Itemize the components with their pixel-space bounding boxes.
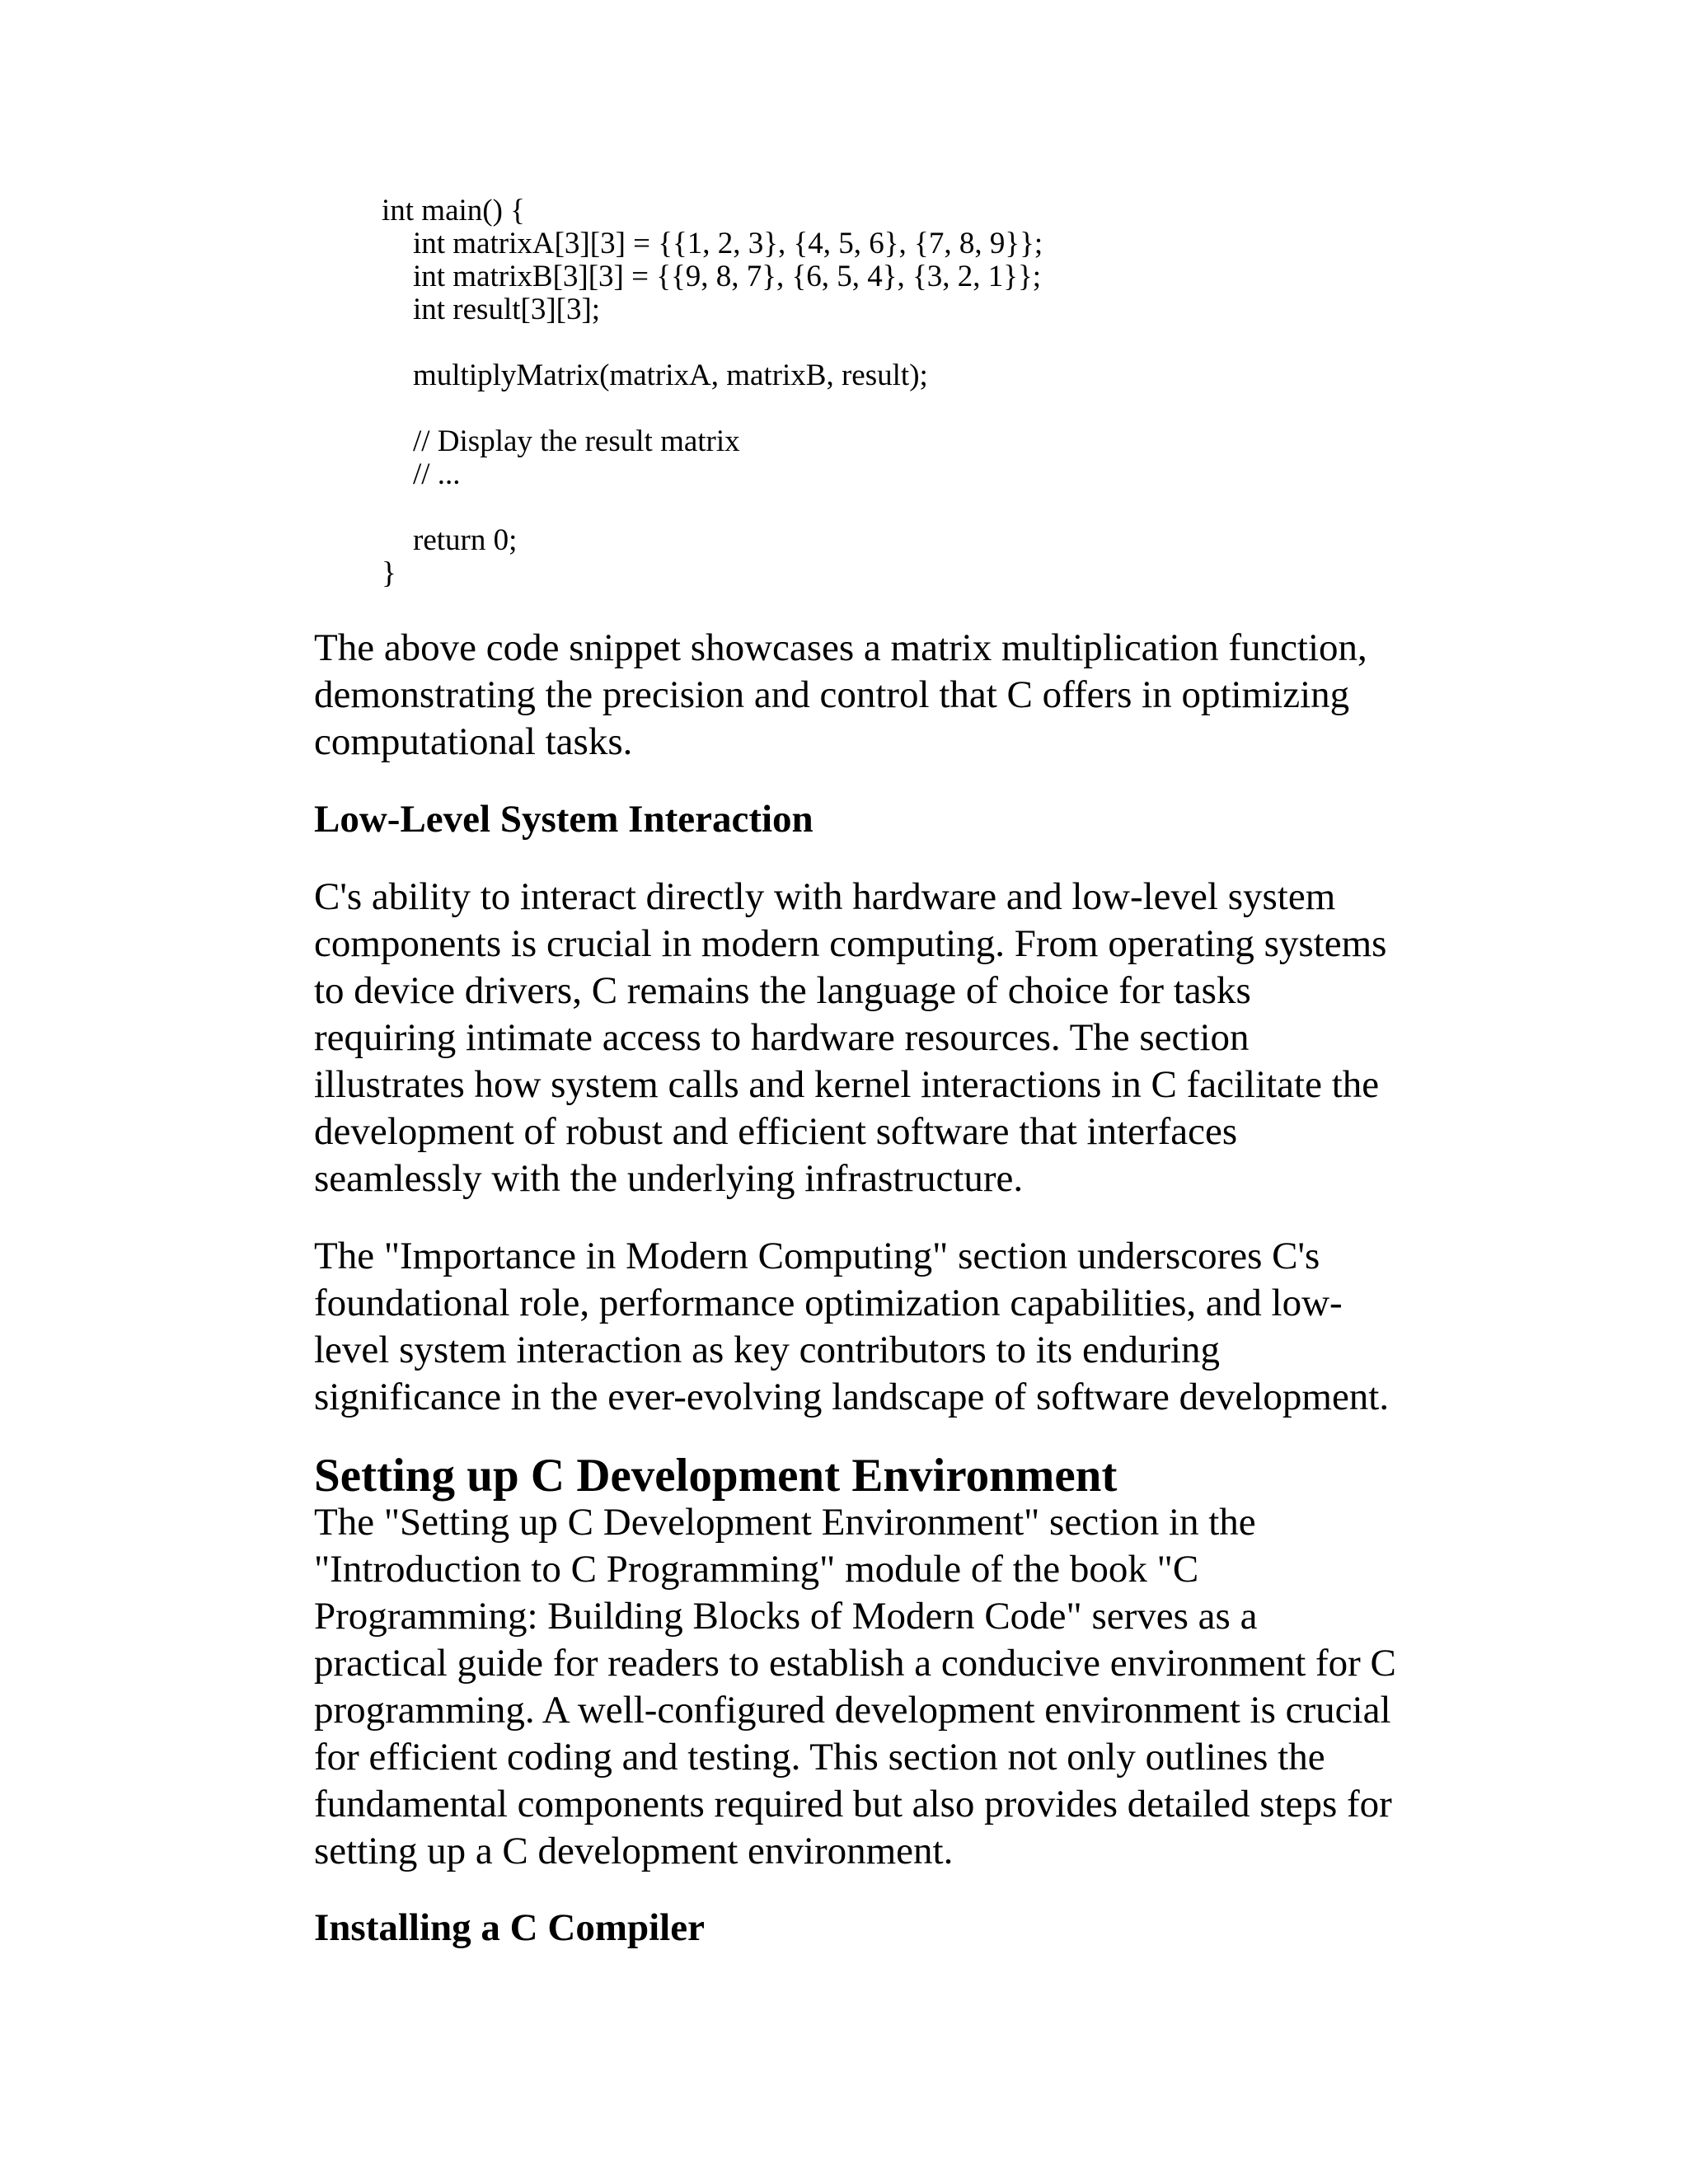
code-line: multiplyMatrix(matrixA, matrixB, result); bbox=[413, 359, 928, 392]
text-line: C's ability to interact directly with hardware and low-level system bbox=[314, 875, 1336, 918]
code-line: int matrixB[3][3] = {{9, 8, 7}, {6, 5, 4}, {3, 2, 1}}; bbox=[413, 260, 1042, 293]
text-line: demonstrating the precision and control that C offers in optimizing bbox=[314, 673, 1350, 716]
text-line: computational tasks. bbox=[314, 720, 633, 763]
text-line: development of robust and efficient software that interfaces bbox=[314, 1110, 1238, 1153]
code-line: return 0; bbox=[413, 523, 518, 557]
text-line: fundamental components required but also provides detailed steps for bbox=[314, 1783, 1392, 1825]
section-heading-low-level: Low-Level System Interaction bbox=[314, 798, 814, 841]
text-line: level system interaction as key contributors to its enduring bbox=[314, 1329, 1221, 1371]
code-line: // ... bbox=[413, 457, 461, 491]
text-line: components is crucial in modern computing. From operating systems bbox=[314, 922, 1387, 965]
text-line: to device drivers, C remains the language of choice for tasks bbox=[314, 969, 1251, 1012]
section-heading-setting-up: Setting up C Development Environment bbox=[314, 1450, 1118, 1502]
text-line: The "Importance in Modern Computing" section underscores C's bbox=[314, 1235, 1320, 1277]
code-line: int result[3][3]; bbox=[413, 293, 601, 326]
code-line: int main() { bbox=[382, 194, 525, 227]
paragraph-setting-up bbox=[314, 1499, 1468, 1875]
text-line: programming. A well-configured development environment is crucial bbox=[314, 1689, 1391, 1732]
text-line: seamlessly with the underlying infrastructure. bbox=[314, 1157, 1024, 1200]
code-line: int matrixA[3][3] = {{1, 2, 3}, {4, 5, 6}, {7, 8, 9}}; bbox=[413, 227, 1043, 260]
text-line: setting up a C development environment. bbox=[314, 1830, 954, 1872]
text-line: The above code snippet showcases a matrix multiplication function, bbox=[314, 626, 1367, 669]
paragraph-importance-summary bbox=[314, 1233, 1468, 1421]
text-line: The "Setting up C Development Environment" section in the bbox=[314, 1501, 1256, 1544]
code-line: // Display the result matrix bbox=[413, 424, 740, 458]
text-line: Programming: Building Blocks of Modern Code" serves as a bbox=[314, 1595, 1258, 1638]
text-line: significance in the ever-evolving landscape of software development. bbox=[314, 1376, 1390, 1418]
text-line: practical guide for readers to establish a conducive environment for C bbox=[314, 1642, 1396, 1685]
text-line: for efficient coding and testing. This section not only outlines the bbox=[314, 1736, 1325, 1779]
text-line: foundational role, performance optimization capabilities, and low- bbox=[314, 1282, 1343, 1324]
text-line: illustrates how system calls and kernel interactions in C facilitate the bbox=[314, 1063, 1380, 1106]
paragraph-code-summary bbox=[314, 625, 1468, 766]
code-line: } bbox=[382, 556, 396, 590]
text-line: "Introduction to C Programming" module of the book "C bbox=[314, 1548, 1199, 1591]
section-heading-compiler: Installing a C Compiler bbox=[314, 1906, 705, 1949]
text-line: requiring intimate access to hardware resources. The section bbox=[314, 1016, 1250, 1059]
paragraph-low-level bbox=[314, 874, 1468, 1202]
